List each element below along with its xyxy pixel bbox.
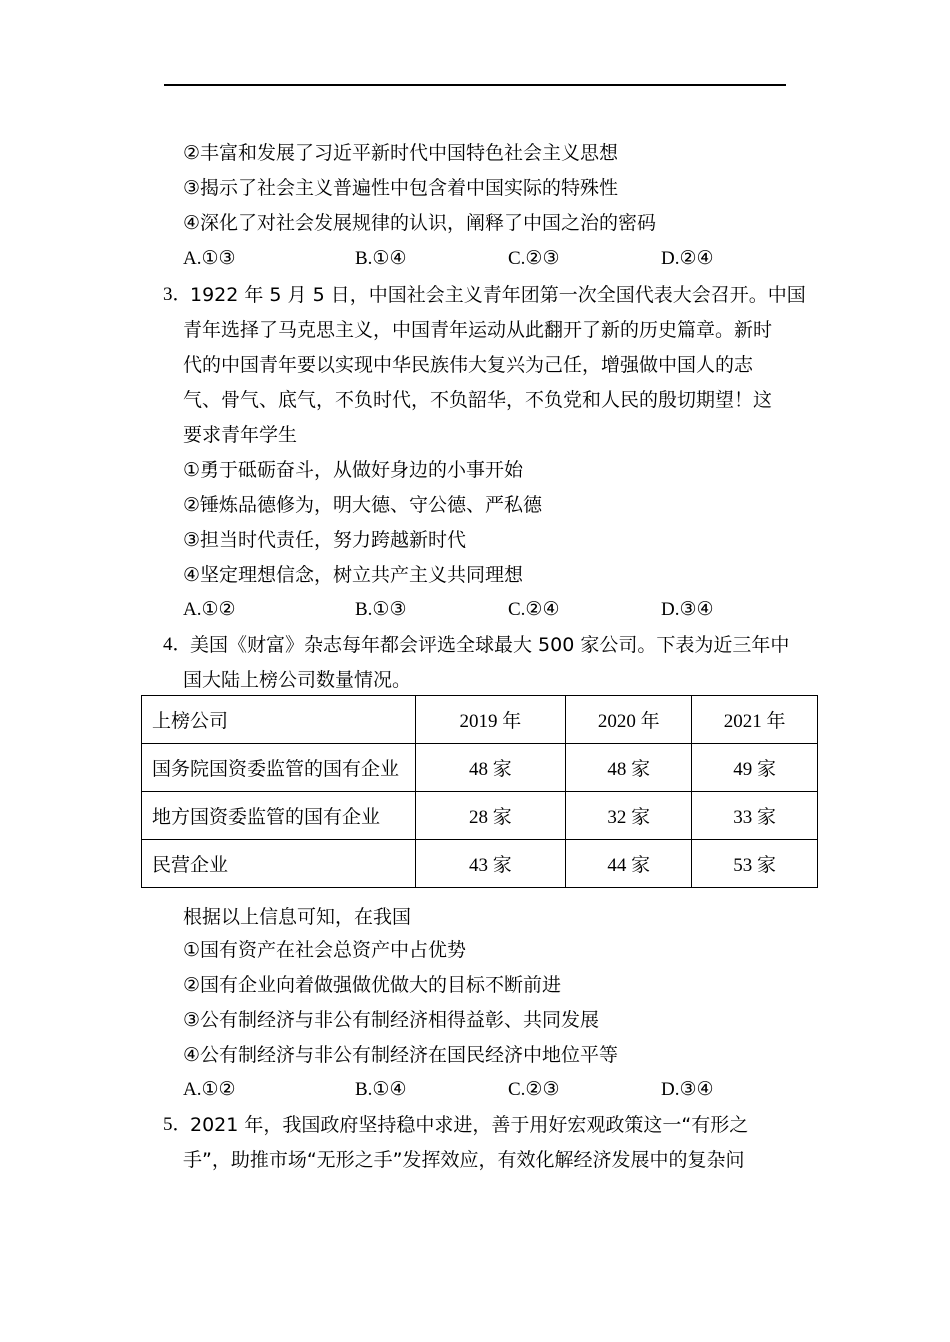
q4-stem-line-1: 美国《财富》杂志每年都会评选全球最大 500 家公司。下表为近三年中 (190, 634, 790, 656)
table-cell: 32 家 (566, 792, 692, 840)
q3-option-d: D.③④ (661, 599, 714, 620)
table-cell: 49 家 (692, 744, 818, 792)
q2-item-3: ③揭示了社会主义普遍性中包含着中国实际的特殊性 (183, 177, 619, 199)
q3-stem-line-4: 气、骨气、底气，不负时代，不负韶华，不负党和人民的殷切期望！这 (183, 389, 773, 411)
table-header-cell: 2021 年 (692, 696, 818, 744)
q2-item-4: ④深化了对社会发展规律的认识，阐释了中国之治的密码 (183, 212, 657, 234)
q2-item-2: ②丰富和发展了习近平新时代中国特色社会主义思想 (183, 142, 619, 164)
q4-item-2: ②国有企业向着做强做优做大的目标不断前进 (183, 974, 562, 996)
table-row (142, 792, 818, 840)
fortune-500-table (141, 695, 818, 888)
q3-stem-line-2: 青年选择了马克思主义，中国青年运动从此翻开了新的历史篇章。新时 (183, 319, 773, 341)
table-cell: 28 家 (415, 792, 566, 840)
q5-stem-line-1: 2021 年，我国政府坚持稳中求进，善于用好宏观政策这一“有形之 (190, 1114, 749, 1136)
q5-number: 5． (163, 1114, 192, 1135)
q3-number: 3． (163, 284, 192, 305)
table-cell: 44 家 (566, 840, 692, 888)
q3-item-4: ④坚定理想信念，树立共产主义共同理想 (183, 564, 524, 586)
q4-option-a: A.①② (183, 1079, 236, 1100)
q4-stem-line-2: 国大陆上榜公司数量情况。 (183, 669, 412, 691)
q4-number: 4． (163, 634, 192, 655)
q4-item-1: ①国有资产在社会总资产中占优势 (183, 939, 467, 961)
q2-option-d: D.②④ (661, 248, 714, 269)
table-cell: 43 家 (415, 840, 566, 888)
q4-item-4: ④公有制经济与非公有制经济在国民经济中地位平等 (183, 1044, 619, 1066)
table-cell: 48 家 (566, 744, 692, 792)
q3-stem-line-3: 代的中国青年要以实现中华民族伟大复兴为己任，增强做中国人的志 (183, 354, 754, 376)
q4-stem-conclusion: 根据以上信息可知，在我国 (183, 906, 412, 928)
q3-item-1: ①勇于砥砺奋斗，从做好身边的小事开始 (183, 459, 524, 481)
table-cell: 53 家 (692, 840, 818, 888)
q4-option-d: D.③④ (661, 1079, 714, 1100)
table-cell: 48 家 (415, 744, 566, 792)
q4-item-3: ③公有制经济与非公有制经济相得益彰、共同发展 (183, 1009, 600, 1031)
q5-stem-line-2: 手”，助推市场“无形之手”发挥效应，有效化解经济发展中的复杂问 (183, 1149, 745, 1171)
table-header-cell: 上榜公司 (142, 696, 416, 744)
q3-option-c: C.②④ (508, 599, 560, 620)
table-row (142, 840, 818, 888)
table-header-cell: 2020 年 (566, 696, 692, 744)
q2-option-a: A.①③ (183, 248, 236, 269)
q3-item-2: ②锤炼品德修为，明大德、守公德、严私德 (183, 494, 543, 516)
table-header-cell: 2019 年 (415, 696, 566, 744)
table-cell: 国务院国资委监管的国有企业 (142, 744, 416, 792)
q3-stem-line-5: 要求青年学生 (183, 424, 298, 446)
q3-option-b: B.①③ (355, 599, 407, 620)
q2-option-c: C.②③ (508, 248, 560, 269)
header-rule (164, 84, 786, 86)
q4-option-b: B.①④ (355, 1079, 407, 1100)
q2-option-b: B.①④ (355, 248, 407, 269)
q3-item-3: ③担当时代责任，努力跨越新时代 (183, 529, 467, 551)
table-cell: 33 家 (692, 792, 818, 840)
q3-option-a: A.①② (183, 599, 236, 620)
table-cell: 地方国资委监管的国有企业 (142, 792, 416, 840)
table-row (142, 744, 818, 792)
table-cell: 民营企业 (142, 840, 416, 888)
q4-option-c: C.②③ (508, 1079, 560, 1100)
q3-stem-line-1: 1922 年 5 月 5 日，中国社会主义青年团第一次全国代表大会召开。中国 (190, 284, 806, 306)
table-header-row (142, 696, 818, 744)
